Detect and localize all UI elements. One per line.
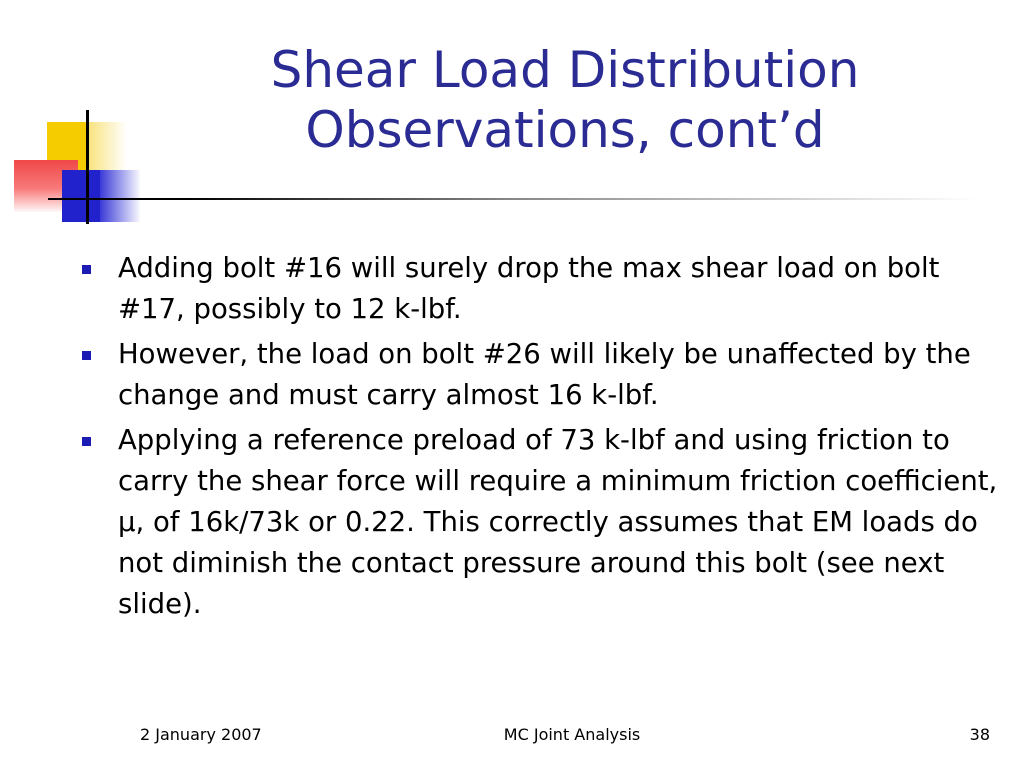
square-bullet-icon (82, 437, 91, 446)
slide-title-line-2: Observations, cont’d (305, 101, 825, 159)
yellow-square-fade (87, 122, 127, 170)
slide-title (200, 40, 930, 160)
square-bullet-icon (82, 351, 91, 360)
bullet-text: However, the load on bolt #26 will likely be unaffected by the change and must carry almost 16 k-lbf. (118, 338, 971, 411)
bullet-item (78, 248, 998, 330)
title-divider-rule (48, 198, 978, 200)
bullet-item (78, 420, 998, 625)
square-bullet-icon (82, 265, 91, 274)
vertical-rule (86, 110, 89, 224)
footer-title: MC Joint Analysis (503, 725, 641, 744)
slide-title-line-1: Shear Load Distribution (270, 41, 860, 99)
decorative-squares-logo (0, 0, 150, 230)
bullet-item (78, 334, 998, 416)
bullet-text: Adding bolt #16 will surely drop the max shear load on bolt #17, possibly to 12 k-lbf. (118, 252, 940, 325)
footer-date: 2 January 2007 (140, 725, 262, 744)
slide-number: 38 (969, 725, 990, 744)
bullet-list (78, 248, 998, 629)
blue-square (62, 170, 100, 222)
blue-square-fade (100, 170, 140, 222)
bullet-text: Applying a reference preload of 73 k-lbf and using friction to carry the shear force will require a minimum friction coefficient, μ, of 16k/73k or 0.22. This correctly assumes that EM loads do not diminish the contact pressure around this bolt (see next slide). (118, 424, 998, 620)
